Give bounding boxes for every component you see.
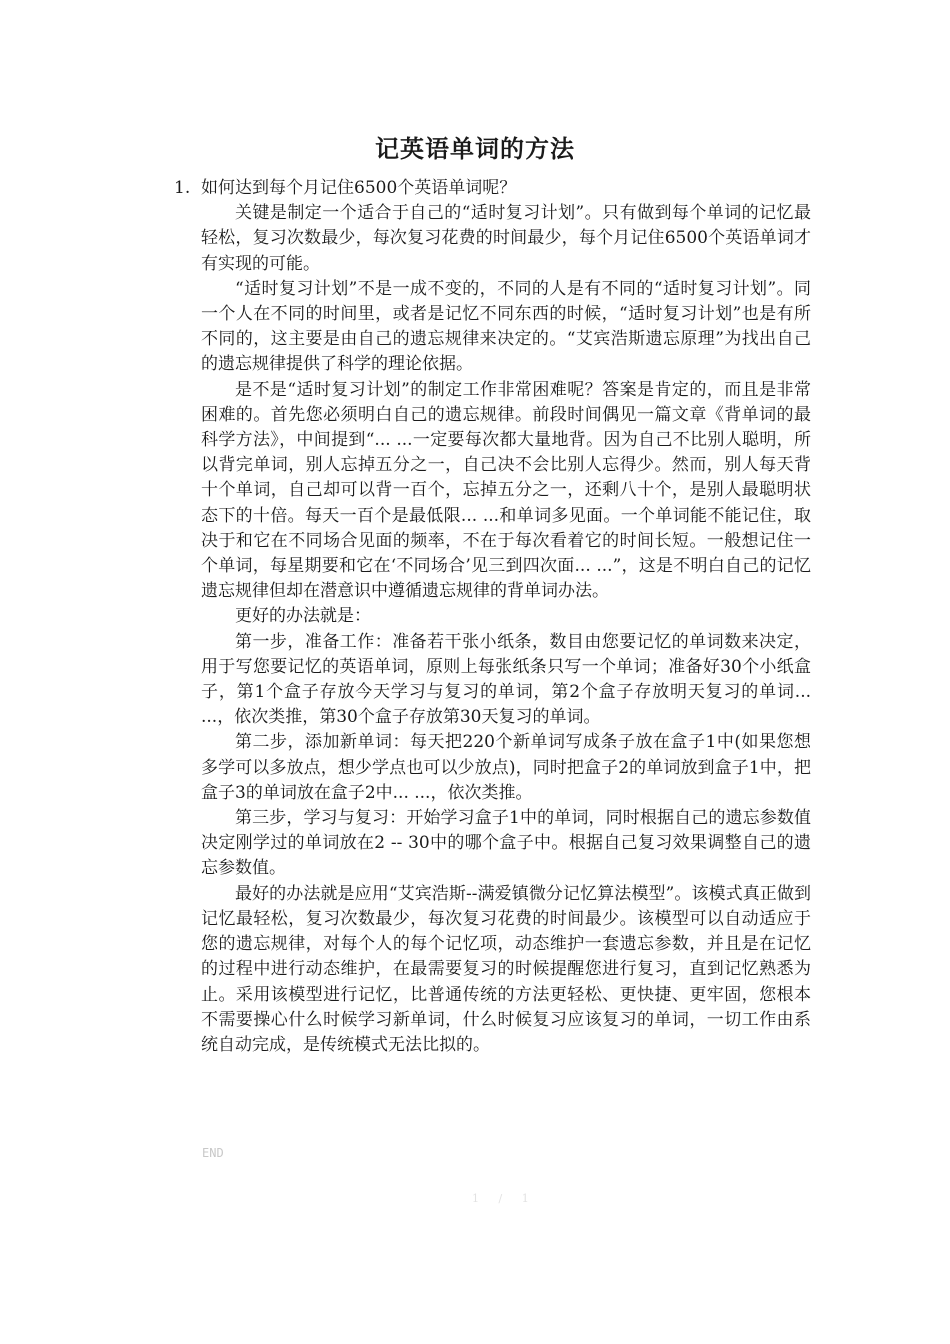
paragraph: 第二步，添加新单词：每天把220个新单词写成条子放在盒子1中(如果您想多学可以多放点，想少学点也可以少放点)，同时把盒子2的单词放到盒子1中，把盒子3的单词放在盒子2中... ...，依次类推。 bbox=[201, 732, 811, 803]
paragraph: 更好的办法就是： bbox=[235, 606, 371, 627]
document-title: 记英语单词的方法 bbox=[375, 134, 575, 163]
paragraph: 最好的办法就是应用“艾宾浩斯--满爱镇微分记忆算法模型”。该模式真正做到记忆最轻松，复习次数最少，每次复习花费的时间最少。该模型可以自动适应于您的遗忘规律，对每个人的每个记忆项，动态维护一套遗忘参数，并且是在记忆的过程中进行动态维护，在最需要复习的时候提醒您进行复习，直到记忆熟悉为止。采用该模型进行记忆，比普通传统的方法更轻松、更快捷、更牢固，您根本不需要操心什么时候学习新单词，什么时候复习应该复习的单词，一切工作由系统自动完成，是传统模式无法比拟的。 bbox=[201, 883, 811, 1055]
item-number: 1. bbox=[174, 178, 191, 198]
page-number: 1 / 1 bbox=[472, 1192, 537, 1205]
paragraph: “适时复习计划”不是一成不变的，不同的人是有不同的“适时复习计划”。同一个人在不同的时间里，或者是记忆不同东西的时候，“适时复习计划”也是有所不同的，这主要是由自己的遗忘规律来决定的。“艾宾浩斯遗忘原理”为找出自己的遗忘规律提供了科学的理论依据。 bbox=[201, 278, 811, 375]
list-item bbox=[174, 176, 814, 1058]
paragraph: 是不是“适时复习计划”的制定工作非常困难呢？答案是肯定的，而且是非常困难的。首先您必须明白自己的遗忘规律。前段时间偶见一篇文章《背单词的最科学方法》，中间提到“... ...一定要每次都大量地背。因为自己不比别人聪明，所以背完单词，别人忘掉五分之一，自己决不会比别人忘得少。然而，别人每天背十个单词，自己却可以背一百个，忘掉五分之一，还剩八十个，是别人最聪明状态下的十倍。每天一百个是最低限... ...和单词多见面。一个单词能不能记住，取决于和它在不同场合见面的频率，不在于每次看着它的时间长短。一般想记住一个单词，每星期要和它在‘不同场合’见三到四次面... ...”，这是不明白自己的记忆遗忘规律但却在潜意识中遵循遗忘规律的背单词办法。 bbox=[201, 379, 811, 602]
end-mark: END bbox=[202, 1146, 224, 1160]
paragraph: 第一步，准备工作：准备若干张小纸条，数目由您要记忆的单词数来决定，用于写您要记忆的英语单词，原则上每张纸条只写一个单词；准备好30个小纸盒子，第1个盒子存放今天学习与复习的单词，第2个盒子存放明天复习的单词... ...，依次类推，第30个盒子存放第30天复习的单词。 bbox=[201, 631, 811, 728]
item-body bbox=[201, 201, 811, 1058]
item-heading-row bbox=[174, 176, 814, 201]
paragraph: 第三步，学习与复习：开始学习盒子1中的单词，同时根据自己的遗忘参数值决定刚学过的单词放在2 -- 30中的哪个盒子中。根据自己复习效果调整自己的遗忘参数值。 bbox=[201, 808, 811, 879]
item-heading: 如何达到每个月记住6500个英语单词呢？ bbox=[201, 178, 517, 198]
paragraph: 关键是制定一个适合于自己的“适时复习计划”。只有做到每个单词的记忆最轻松，复习次数最少，每次复习花费的时间最少，每个月记住6500个英语单词才有实现的可能。 bbox=[201, 203, 811, 274]
